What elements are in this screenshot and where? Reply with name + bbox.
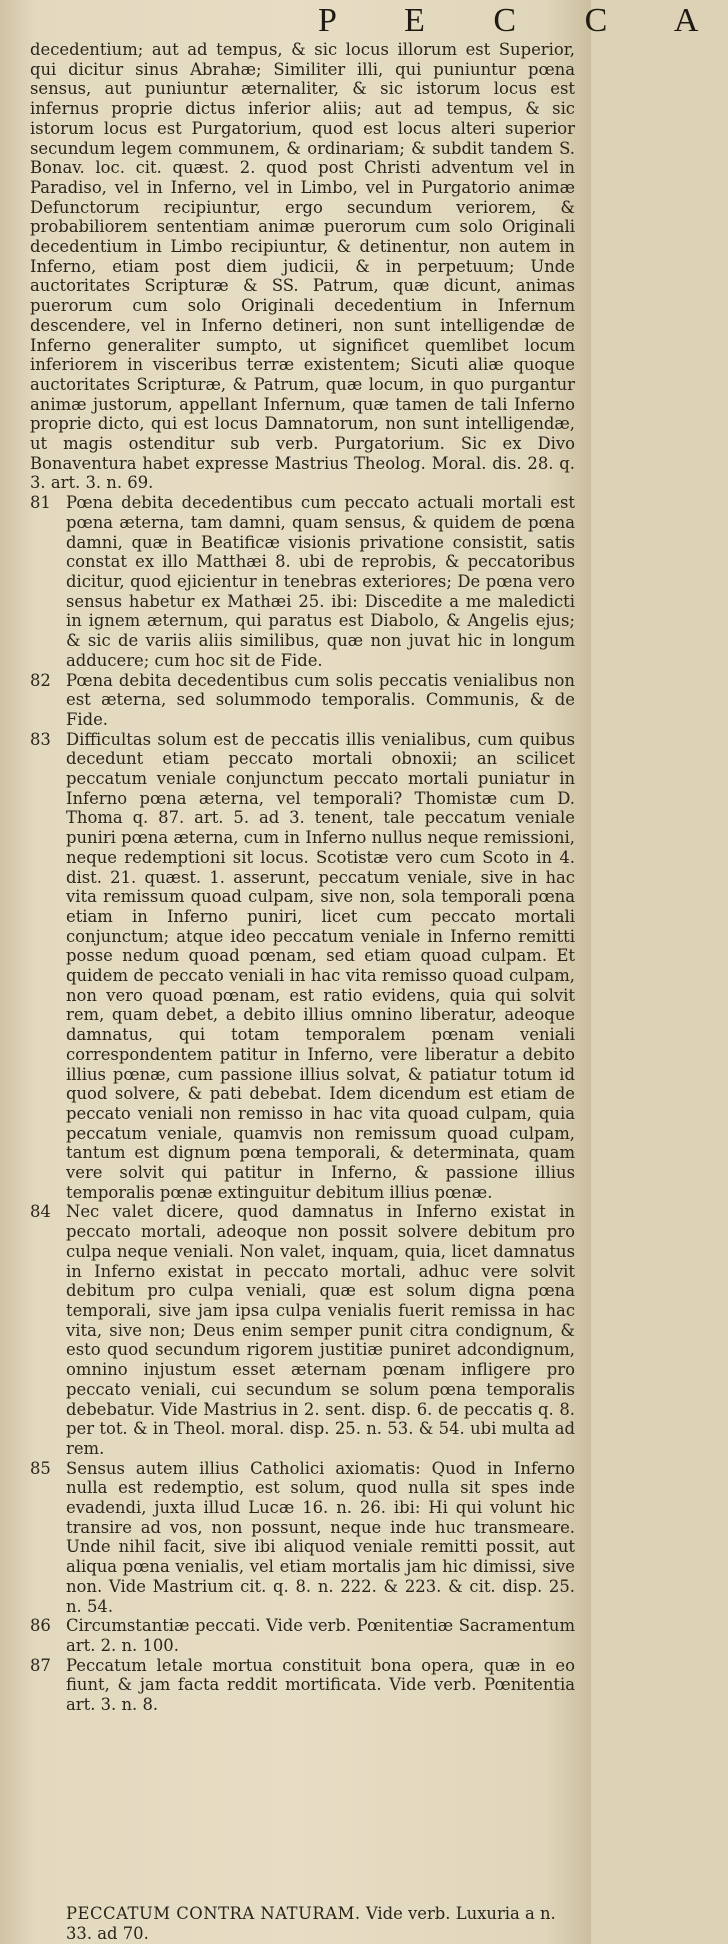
- entry-text: Peccatum letale mortua constituit bona opera, quæ in eo fiunt, & jam facta reddit mortificata. Vide verb. Pœnitentia art. 3. n. 8.: [66, 1655, 575, 1715]
- entry-number: 81: [30, 493, 51, 513]
- entry-text: Difficultas solum est de peccatis illis venialibus, cum quibus decedunt etiam peccato mortali obnoxii; an scilicet peccatum veniale conjunctum peccato mortali puniatur in Inferno pœna æterna, vel temporali? Thomistæ cum D. Thoma q. 87. art. 5. ad 3. tenent, tale peccatum veniale puniri pœna æterna, cum in Inferno nullus neque remissioni, neque redemptioni sit locus. Scotistæ vero cum Scoto in 4. dist. 21. quæst. 1. asserunt, peccatum veniale, sive in hac vita remissum quoad culpam, sive non, sola temporali pœna etiam in Inferno puniri, licet cum peccato mortali conjunctum; atque ideo peccatum veniale in Inferno remitti posse nedum quoad pœnam, sed etiam quoad culpam. Et quidem de peccato veniali in hac vita remisso quoad culpam, non vero quoad pœnam, est ratio evidens, quia qui solvit rem, quam debet, a debito illius omnino liberatur, adeoque damnatus, qui totam temporalem pœnam veniali correspondentem patitur in Inferno, vere liberatur a debito illius pœnæ, cum passione illius solvat, & patiatur totum id quod solvere, & pati debebat. Idem dicendum est etiam de peccato veniali non remisso in hac vita quoad culpam, quia peccatum veniale, quamvis non remissum quoad culpam, tantum est dignum pœna temporali, & determinata, quam vere solvit qui patitur in Inferno, & passione illius temporalis pœnæ extinguitur debitum illius pœnæ.: [66, 729, 575, 1202]
- continuation-paragraph: decedentium; aut ad tempus, & sic locus illorum est Superior, qui dicitur sinus Abrahæ; Similiter illi, qui puniuntur pœna sensus, aut puniuntur æternaliter, & sic istorum locus est infernus proprie dictus inferior aliis; aut ad tempus, & sic istorum locus est Purgatorium, quod est locus alteri superior secundum legem communem, & ordinariam; & subdit tandem S. Bonav. loc. cit. quæst. 2. quod post Christi adventum vel in Paradiso, vel in Inferno, vel in Limbo, vel in Purgatorio animæ Defunctorum recipiuntur, ergo secundum veriorem, & probabiliorem sententiam animæ puerorum cum solo Originali decedentium in Limbo recipiuntur, & detinentur, non autem in Inferno, etiam post diem judicii, & in perpetuum; Unde auctoritates Scripturæ & SS. Patrum, quæ dicunt, animas puerorum cum solo Originali decedentium in Infernum descendere, vel in Inferno detineri, non sunt intelligendæ de Inferno generaliter sumpto, ut significet quemlibet locum inferiorem in visceribus terræ existentem; Sicuti aliæ quoque auctoritates Scripturæ, & Patrum, quæ locum, in quo purgantur animæ justorum, appellant Infernum, quæ tamen de tali Inferno proprie dicto, qui est locus Damnatorum, non sunt intelligendæ, ut magis ostenditur sub verb. Purgatorium. Sic ex Divo Bonaventura habet expresse Mastrius Theolog. Moral. dis. 28. q. 3. art. 3. n. 69.: [30, 40, 575, 493]
- entry-text: Circumstantiæ peccati. Vide verb. Pœnitentiæ Sacramentum art. 2. n. 100.: [66, 1616, 575, 1655]
- entry-number: 84: [30, 1202, 51, 1222]
- section-reference: Vide verb. Luxuria a n. 33. ad 70.: [66, 1904, 556, 1943]
- entry-number: 83: [30, 729, 51, 749]
- section-heading: [66, 1904, 576, 1943]
- body-text: [30, 40, 575, 1715]
- entry-81: [30, 493, 575, 670]
- entry-number: 85: [30, 1458, 51, 1478]
- entry-number: 87: [30, 1655, 51, 1675]
- entry-number: 86: [30, 1616, 51, 1636]
- entry-text: Nec valet dicere, quod damnatus in Inferno existat in peccato mortali, adeoque non possit solvere debitum pro culpa neque veniali. Non valet, inquam, quia, licet damnatus in Inferno existat in peccato mortali, adhuc vere solvit debitum pro culpa veniali, quæ est solum digna pœna temporali, sive jam ipsa culpa venialis fuerit remissa in hac vita, sive non; Deus enim semper punit citra condignum, & esto quod secundum rigorem justitiæ puniret adcondignum, omnino injustum esset æternam pœnam infligere pro peccato veniali, cui secundum se solum pœna temporalis debebatur. Vide Mastrius in 2. sent. disp. 6. de peccatis q. 8. per tot. & in Theol. moral. disp. 25. n. 53. & 54. ubi multa ad rem.: [66, 1202, 575, 1458]
- entry-84: [30, 1202, 575, 1458]
- entry-text: Sensus autem illius Catholici axiomatis: Quod in Inferno nulla est redemptio, est solum, quod nulla sit spes inde evadendi, juxta illud Lucæ 16. n. 26. ibi: Hi qui volunt hic transire ad vos, non possunt, neque inde huc transmeare. Unde nihil facit, sive ibi aliquod veniale remitti possit, aut aliqua pœna venialis, vel etiam mortalis jam hic dimissi, sive non. Vide Mastrium cit. q. 8. n. 222. & 223. & cit. disp. 25. n. 54.: [66, 1458, 575, 1616]
- section-title: PECCATUM CONTRA NATURAM.: [66, 1904, 361, 1923]
- entry-83: [30, 730, 575, 1203]
- entry-text: Pœna debita decedentibus cum solis peccatis venialibus non est æterna, sed solummodo temporalis. Communis, & de Fide.: [66, 670, 575, 729]
- entry-86: [30, 1616, 575, 1655]
- entry-82: [30, 671, 575, 730]
- entry-text: Pœna debita decedentibus cum peccato actuali mortali est pœna æterna, tam damni, quam sensus, & quidem de pœna damni, quæ in Beatificæ visionis privatione consistit, satis constat ex illo Matthæi 8. ubi de reprobis, & peccatoribus dicitur, quod ejicientur in tenebras exteriores; De pœna vero sensus habetur ex Mathæi 25. ibi: Discedite a me maledicti in ignem æternum, qui paratus est Diabolo, & Angelis ejus; & sic de variis aliis similibus, quæ non juvat hic in longum adducere; cum hoc sit de Fide.: [66, 493, 575, 670]
- entry-87: [30, 1656, 575, 1715]
- entry-85: [30, 1459, 575, 1617]
- running-head: P E C C A: [318, 2, 728, 39]
- entry-number: 82: [30, 670, 51, 690]
